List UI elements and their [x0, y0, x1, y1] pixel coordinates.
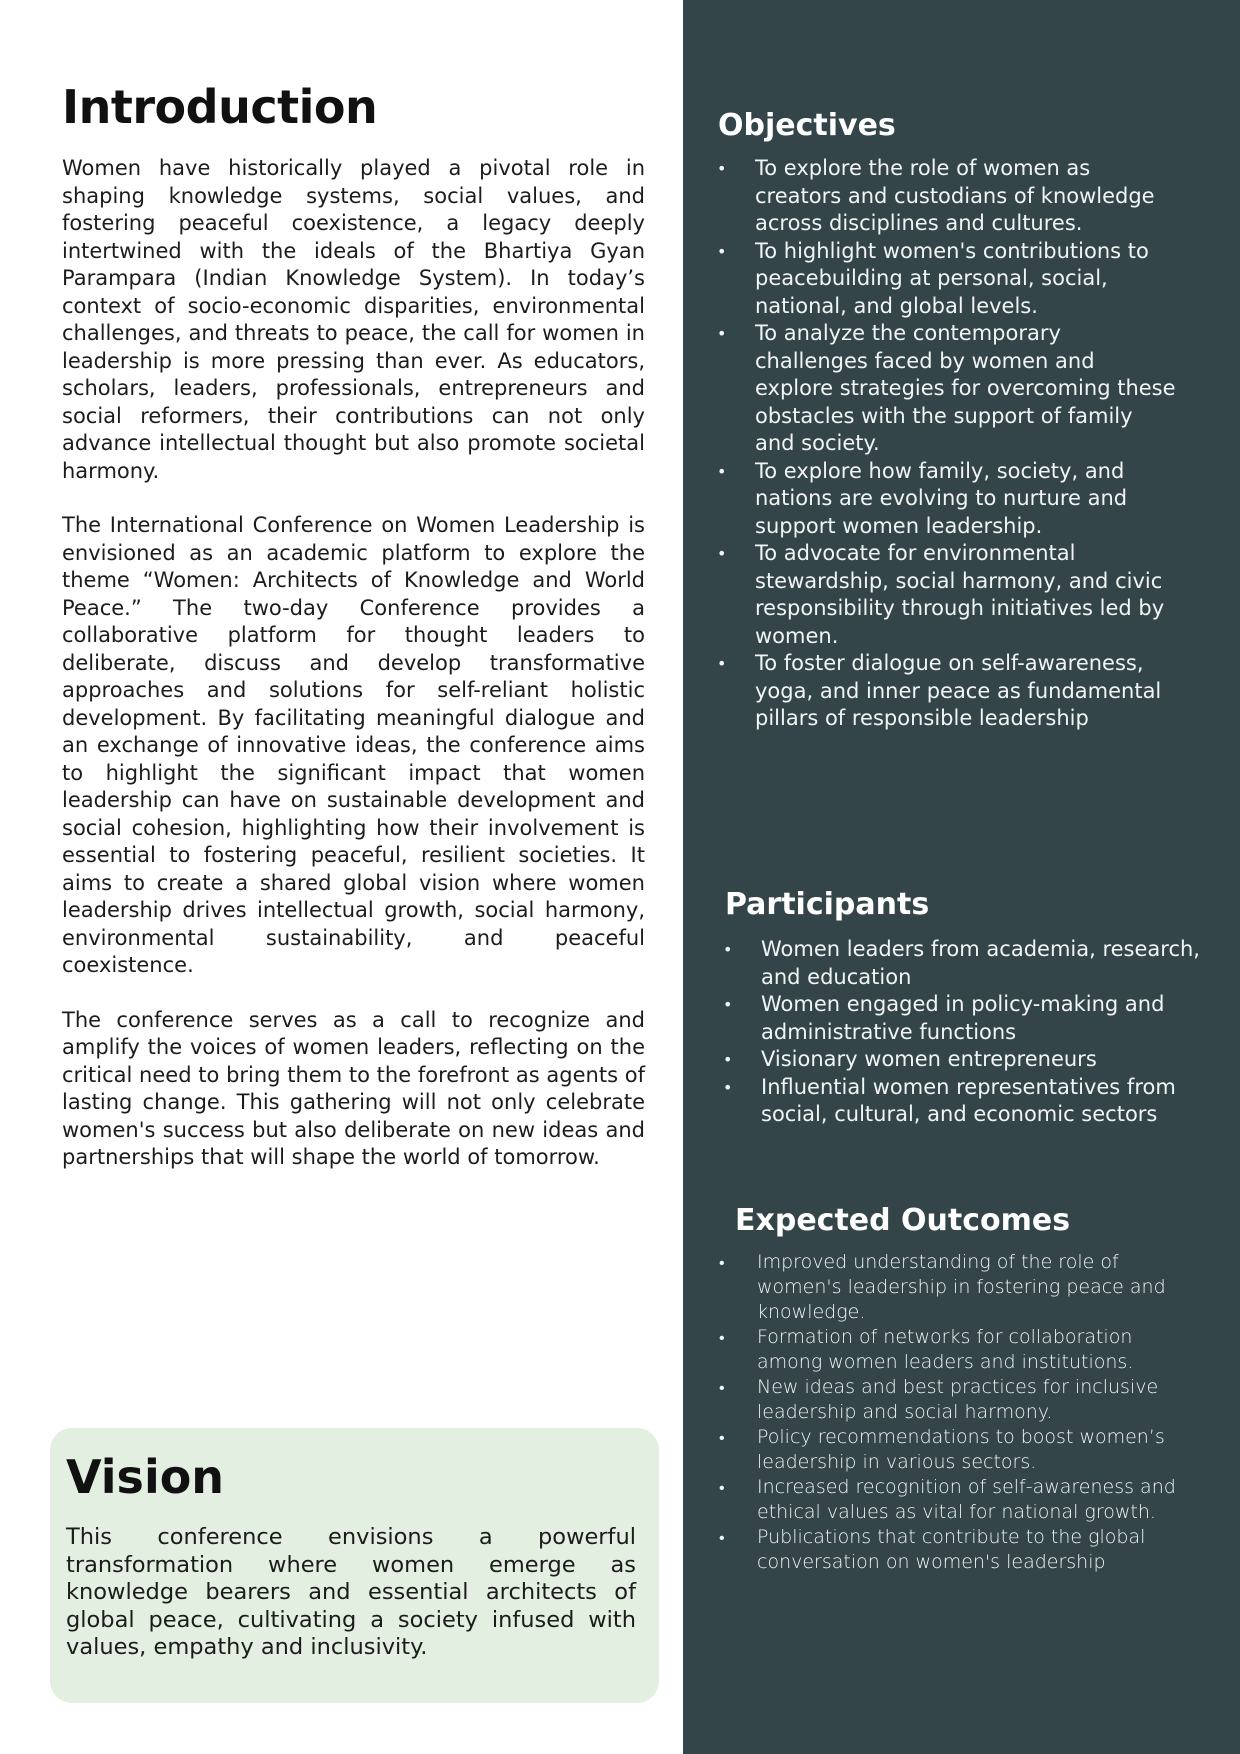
list-item: [717, 650, 1177, 733]
list-item-text: To analyze the contemporary challenges faced by women and explore strategies for overcoming these obstacles with the support of family and society.: [755, 321, 1176, 455]
expected-outcomes-list: [719, 1250, 1179, 1575]
introduction-paragraph: The conference serves as a call to recognize and amplify the voices of women leaders, reflecting on the critical need to bring them to the forefront as agents of lasting change. This gathering will not only celebrate women's success but also deliberate on new ideas and partnerships that will shape the world of tomorrow.: [62, 1007, 645, 1169]
list-item: [717, 320, 1177, 458]
bullet-icon: •: [719, 1328, 725, 1347]
bullet-icon: •: [723, 1050, 733, 1069]
right-panel: [683, 0, 1240, 1754]
objectives-list: [717, 155, 1177, 733]
list-item-text: To highlight women's contributions to peacebuilding at personal, social, national, and global levels.: [755, 238, 1149, 318]
list-item-text: Publications that contribute to the global conversation on women's leadership: [757, 1526, 1146, 1573]
list-item-text: Influential women representatives from social, cultural, and economic sectors: [761, 1074, 1176, 1126]
bullet-icon: •: [717, 544, 727, 563]
expected-outcomes-heading: Expected Outcomes: [735, 1203, 1071, 1238]
introduction-paragraph: Women have historically played a pivotal role in shaping knowledge systems, social values, and fostering peaceful coexistence, a legacy deeply intertwined with the ideals of the Bhartiya Gyan Parampara (Indian Knowledge System). In today’s context of socio-economic disparities, environmental challenges, and threats to peace, the call for women in leadership is more pressing than ever. As educators, scholars, leaders, professionals, entrepreneurs and social reformers, their contributions can not only advance intellectual thought but also promote societal harmony.: [62, 156, 645, 483]
bullet-icon: •: [719, 1378, 725, 1397]
list-item: [719, 1250, 1179, 1325]
list-item-text: To explore the role of women as creators and custodians of knowledge across disciplines and cultures.: [755, 156, 1155, 235]
list-item-text: Formation of networks for collaboration among women leaders and institutions.: [757, 1326, 1134, 1373]
bullet-icon: •: [723, 1077, 733, 1097]
bullet-icon: •: [717, 324, 727, 343]
vision-text: This conference envisions a powerful transformation where women emerge as knowledge bearers and essential architects of global peace, cultivating a society infused with values, empathy and inclusivity.: [66, 1524, 636, 1660]
list-item: [723, 936, 1203, 991]
bullet-icon: •: [717, 241, 727, 261]
bullet-icon: •: [719, 1528, 725, 1547]
bullet-icon: •: [719, 1428, 725, 1447]
bullet-icon: •: [719, 1253, 725, 1272]
list-item: [723, 991, 1203, 1046]
list-item-text: To foster dialogue on self-awareness, yoga, and inner peace as fundamental pillars of responsible leadership: [755, 651, 1162, 730]
list-item: [717, 458, 1177, 541]
list-item-text: Policy recommendations to boost women’s leadership in various sectors.: [757, 1426, 1165, 1473]
list-item: [723, 1074, 1203, 1129]
list-item: [723, 1046, 1203, 1074]
bullet-icon: •: [717, 654, 727, 673]
introduction-body: [62, 155, 645, 1199]
participants-heading: Participants: [725, 887, 930, 922]
list-item: [719, 1525, 1179, 1575]
list-item: [717, 238, 1177, 321]
bullet-icon: •: [723, 940, 733, 959]
vision-box: [50, 1428, 659, 1703]
list-item-text: Women engaged in policy-making and administrative functions: [761, 992, 1165, 1044]
bullet-icon: •: [717, 461, 727, 481]
list-item-text: Women leaders from academia, research, and education: [761, 937, 1200, 989]
participants-list: [723, 936, 1203, 1129]
bullet-icon: •: [723, 995, 733, 1014]
list-item: [717, 155, 1177, 238]
list-item: [719, 1325, 1179, 1375]
list-item: [719, 1425, 1179, 1475]
introduction-paragraph: The International Conference on Women Leadership is envisioned as an academic platform to explore the theme “Women: Architects of Knowledge and World Peace.” The two-day Conference provides a collaborative platform for thought leaders to deliberate, discuss and develop transformative approaches and solutions for self-reliant holistic development. By facilitating meaningful dialogue and an exchange of innovative ideas, the conference aims to highlight the significant impact that women leadership can have on sustainable development and social cohesion, highlighting how their involvement is essential to fostering peaceful, resilient societies. It aims to create a shared global vision where women leadership drives intellectual growth, social harmony, environmental sustainability, and peaceful coexistence.: [62, 513, 645, 977]
list-item-text: To advocate for environmental stewardship, social harmony, and civic responsibility through initiatives led by women.: [755, 541, 1165, 648]
list-item-text: Improved understanding of the role of women's leadership in fostering peace and knowledge.: [757, 1251, 1166, 1323]
bullet-icon: •: [719, 1478, 725, 1497]
list-item: [717, 540, 1177, 650]
bullet-icon: •: [717, 159, 727, 178]
list-item-text: New ideas and best practices for inclusive leadership and social harmony.: [757, 1376, 1159, 1423]
introduction-heading: Introduction: [62, 80, 378, 134]
list-item: [719, 1475, 1179, 1525]
list-item-text: Increased recognition of self-awareness and ethical values as vital for national growth.: [757, 1476, 1176, 1523]
list-item-text: Visionary women entrepreneurs: [761, 1047, 1097, 1071]
list-item-text: To explore how family, society, and nations are evolving to nurture and support women leadership.: [755, 458, 1128, 538]
vision-heading: Vision: [66, 1450, 225, 1504]
objectives-heading: Objectives: [718, 108, 896, 143]
list-item: [719, 1375, 1179, 1425]
